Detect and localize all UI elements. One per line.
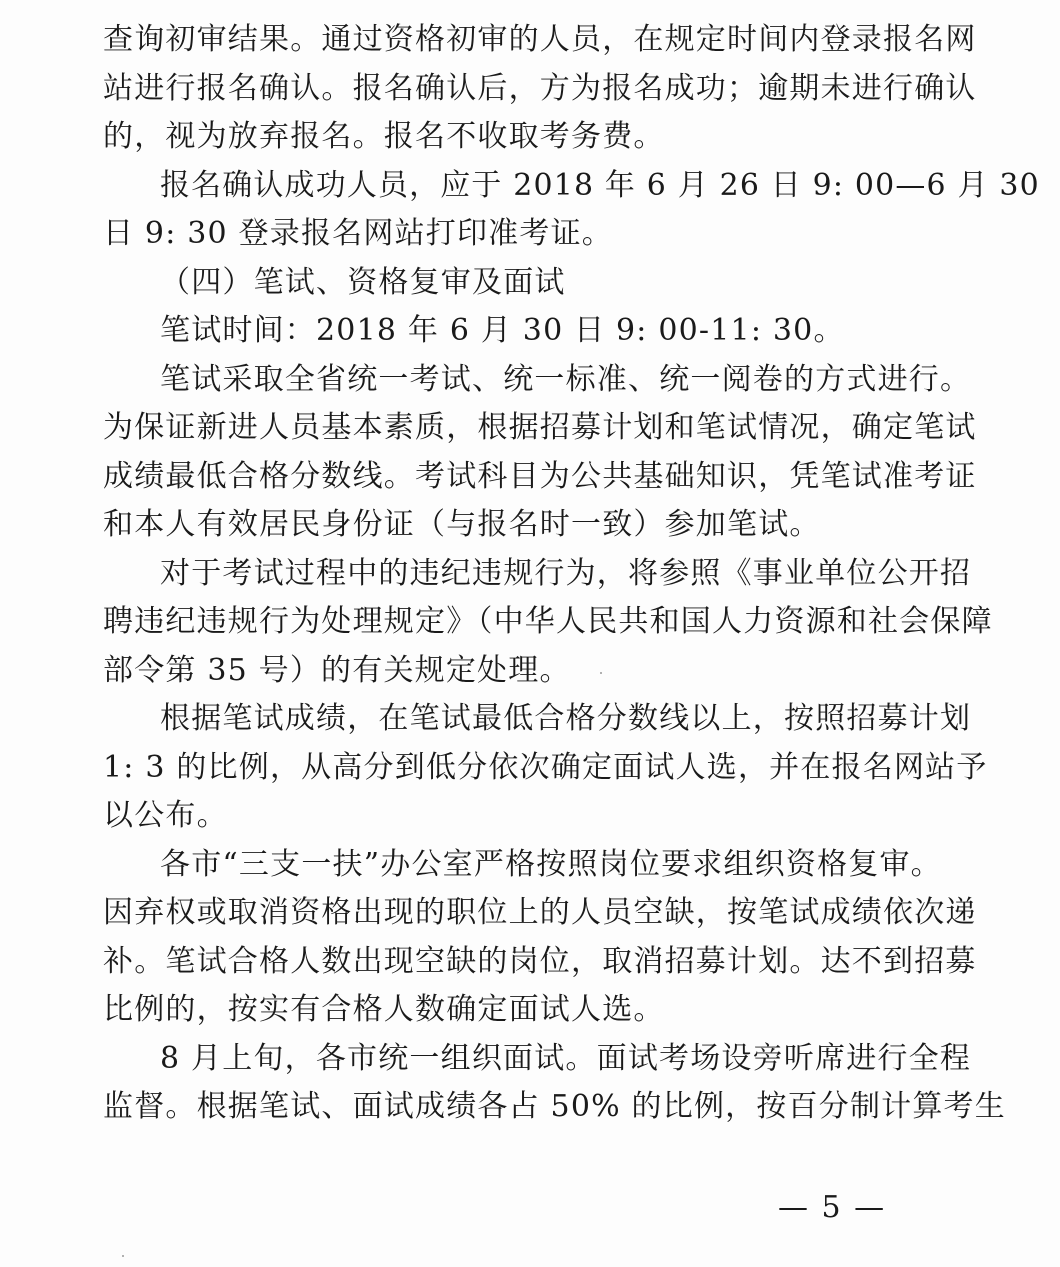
text-line-5: 日 9: 30 登录报名网站打印准考证。 xyxy=(103,216,613,251)
text-line-8: 笔试采取全省统一考试、统一标准、统一阅卷的方式进行。 xyxy=(160,361,972,397)
page-number: — 5 — xyxy=(778,1190,887,1225)
section-heading: （四）笔试、资格复审及面试 xyxy=(160,264,566,300)
text-line-20: 补。笔试合格人数出现空缺的岗位，取消招募计划。达不到招募 xyxy=(103,943,977,979)
text-line-2: 站进行报名确认。报名确认后，方为报名成功；逾期未进行确认 xyxy=(103,70,977,106)
text-line-21: 比例的，按实有合格人数确定面试人选。 xyxy=(103,992,665,1027)
text-line-12: 对于考试过程中的违纪违规行为，将参照《事业单位公开招 xyxy=(160,555,972,591)
text-line-14: 部令第 35 号）的有关规定处理。 xyxy=(103,652,571,688)
text-line-11: 和本人有效居民身份证（与报名时一致）参加笔试。 xyxy=(103,507,821,542)
text-line-17: 以公布。 xyxy=(103,798,228,833)
text-line-1: 查询初审结果。通过资格初审的人员，在规定时间内登录报名网 xyxy=(103,22,977,57)
text-line-4: 报名确认成功人员，应于 2018 年 6 月 26 日 9: 00—6 月 30 xyxy=(160,167,1040,203)
scan-speck xyxy=(600,672,602,674)
text-line-18: 各市“三支一扶”办公室严格按照岗位要求组织资格复审。 xyxy=(160,846,942,882)
text-line-7: 笔试时间：2018 年 6 月 30 日 9: 00-11: 30。 xyxy=(160,313,845,348)
text-line-9: 为保证新进人员基本素质，根据招募计划和笔试情况，确定笔试 xyxy=(103,410,977,445)
text-line-16: 1: 3 的比例，从高分到低分依次确定面试人选，并在报名网站予 xyxy=(103,749,988,785)
text-line-22: 8 月上旬，各市统一组织面试。面试考场设旁听席进行全程 xyxy=(160,1040,972,1076)
text-line-13: 聘违纪违规行为处理规定》（中华人民共和国人力资源和社会保障 xyxy=(103,604,993,639)
text-line-23: 监督。根据笔试、面试成绩各占 50% 的比例，按百分制计算考生 xyxy=(103,1089,1006,1124)
text-line-10: 成绩最低合格分数线。考试科目为公共基础知识，凭笔试准考证 xyxy=(103,458,977,494)
text-line-3: 的，视为放弃报名。报名不收取考务费。 xyxy=(103,119,665,154)
text-line-15: 根据笔试成绩，在笔试最低合格分数线以上，按照招募计划 xyxy=(160,701,972,736)
text-line-19: 因弃权或取消资格出现的职位上的人员空缺，按笔试成绩依次递 xyxy=(103,895,977,930)
scan-speck xyxy=(122,1255,124,1257)
